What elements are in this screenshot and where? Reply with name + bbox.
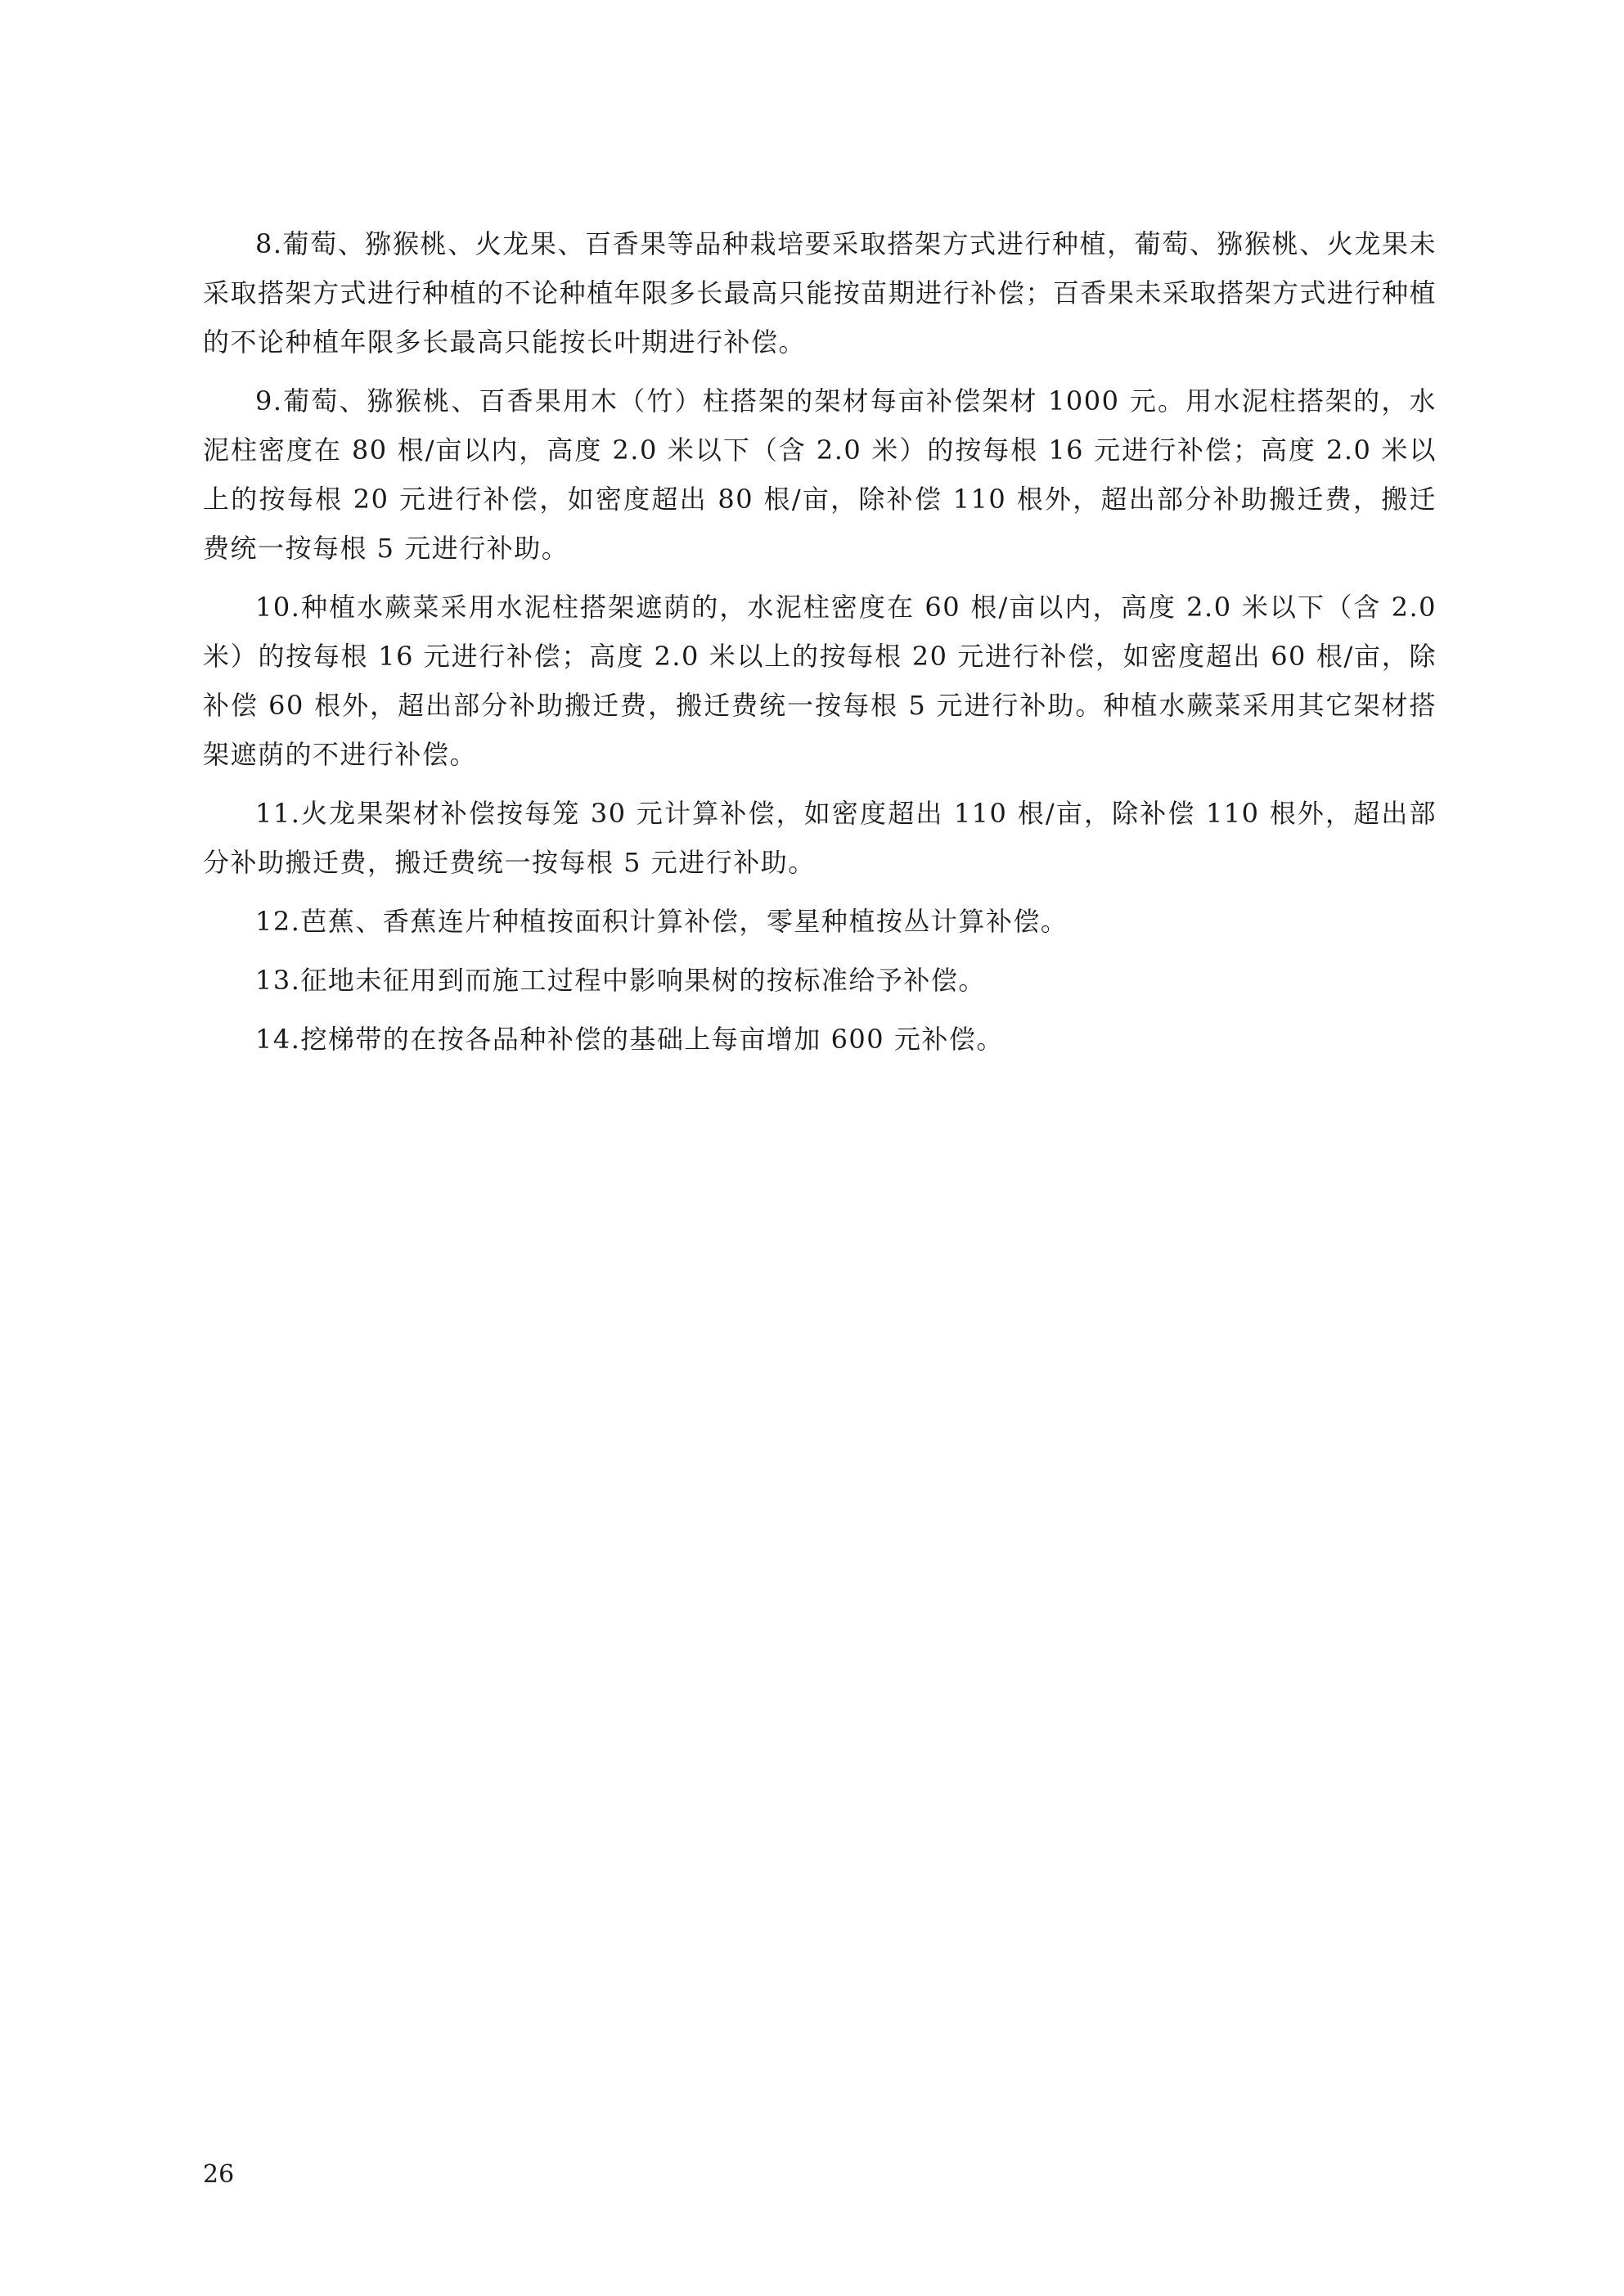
paragraph-item-10: 10.种植水蕨菜采用水泥柱搭架遮荫的，水泥柱密度在 60 根/亩以内，高度 2.0 米以下（含 2.0 米）的按每根 16 元进行补偿；高度 2.0 米以上的按每根 20 元进行补偿，如密度超出 60 根/亩，除补偿 60 根外，超出部分补助搬迁费，搬迁费统一按每根 5 元进行补助。种植水蕨菜采用其它架材搭架遮荫的不进行补偿。 (203, 592, 1437, 770)
paragraph-item-9: 9.葡萄、猕猴桃、百香果用木（竹）柱搭架的架材每亩补偿架材 1000 元。用水泥柱搭架的，水泥柱密度在 80 根/亩以内，高度 2.0 米以下（含 2.0 米）的按每根 16 元进行补偿；高度 2.0 米以上的按每根 20 元进行补偿，如密度超出 80 根/亩，除补偿 110 根外，超出部分补助搬迁费，搬迁费统一按每根 5 元进行补助。 (203, 385, 1437, 564)
paragraph-item-14: 14.挖梯带的在按各品种补偿的基础上每亩增加 600 元补偿。 (255, 1024, 1004, 1055)
paragraph-item-13: 13.征地未征用到而施工过程中影响果树的按标准给予补偿。 (255, 965, 986, 996)
paragraph-item-12: 12.芭蕉、香蕉连片种植按面积计算补偿，零星种植按丛计算补偿。 (255, 906, 1068, 937)
paragraph-item-11: 11.火龙果架材补偿按每笼 30 元计算补偿，如密度超出 110 根/亩，除补偿 110 根外，超出部分补助搬迁费，搬迁费统一按每根 5 元进行补助。 (203, 798, 1437, 878)
page-number: 26 (203, 2160, 235, 2189)
paragraph-item-8: 8.葡萄、猕猴桃、火龙果、百香果等品种栽培要采取搭架方式进行种植，葡萄、猕猴桃、火龙果未采取搭架方式进行种植的不论种植年限多长最高只能按苗期进行补偿；百香果未采取搭架方式进行种植的不论种植年限多长最高只能按长叶期进行补偿。 (203, 228, 1437, 358)
body-text (203, 219, 1437, 1074)
